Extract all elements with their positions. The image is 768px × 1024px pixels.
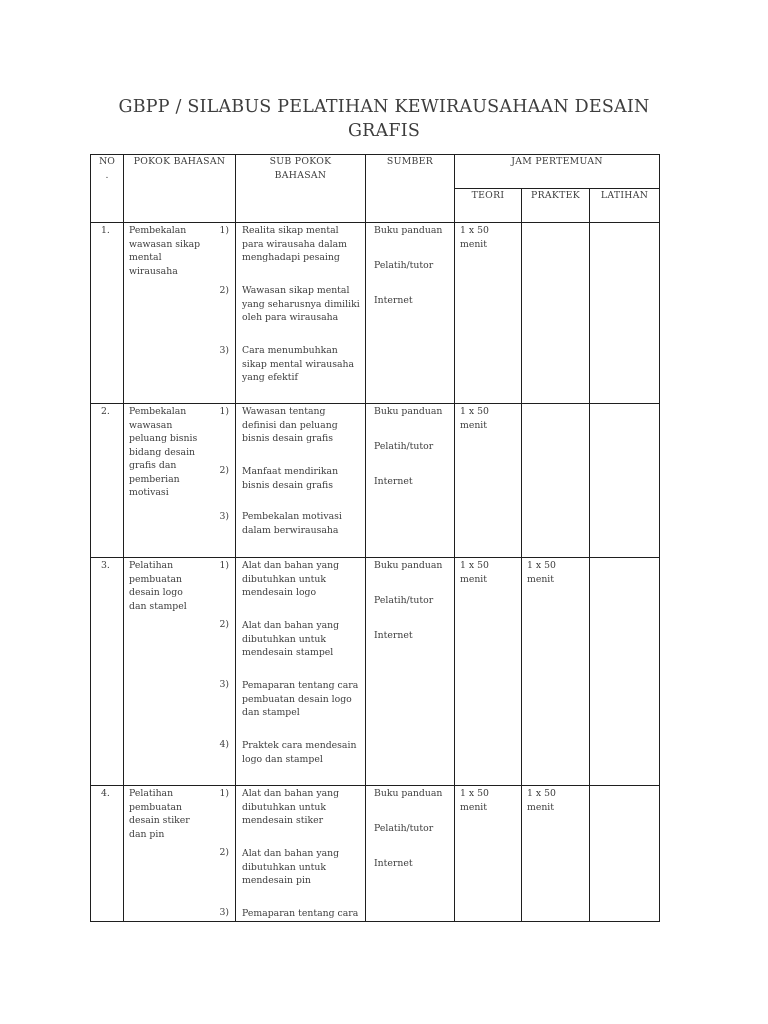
pokok-bahasan-cell: [124, 223, 236, 404]
sub-pokok-cell: [236, 786, 366, 922]
pokok-bahasan-text: Pelatihan pembuatan desain logo dan stampel: [129, 560, 187, 612]
sub-pokok-cell: [236, 558, 366, 786]
sub-pokok-item: Pembekalan motivasi dalam berwirausaha: [242, 511, 342, 536]
item-marker: 3): [219, 511, 229, 522]
header-pokok-bahasan: POKOK BAHASAN: [124, 155, 236, 223]
sumber-item: Pelatih/tutor: [374, 260, 434, 271]
table-row: [91, 404, 660, 558]
item-marker: 1): [219, 788, 229, 799]
sub-pokok-item: Cara menumbuhkan sikap mental wirausaha yang efektif: [242, 345, 355, 383]
sumber-item: Pelatih/tutor: [374, 441, 434, 452]
header-sumber: SUMBER: [366, 155, 455, 223]
header-no-line2: .: [105, 169, 109, 181]
pokok-bahasan-text: Pelatihan pembuatan desain stiker dan pin: [129, 788, 190, 840]
teori-cell: 1 x 50 menit: [455, 223, 522, 404]
teori-cell: 1 x 50 menit: [455, 404, 522, 558]
sumber-item: Internet: [374, 295, 413, 306]
row-number: 4.: [91, 786, 124, 922]
header-sub-pokok-bahasan: [236, 155, 366, 223]
row-number: 1.: [91, 223, 124, 404]
sub-pokok-item: Alat dan bahan yang dibutuhkan untuk mendesain stiker: [242, 788, 340, 826]
item-marker: 3): [219, 679, 229, 690]
document-title: GBPP / SILABUS PELATIHAN KEWIRAUSAHAAN DESAIN GRAFIS: [118, 97, 650, 141]
praktek-cell: 1 x 50 menit: [522, 786, 590, 922]
sub-pokok-item: Wawasan sikap mental yang seharusnya dimiliki oleh para wirausaha: [242, 285, 360, 323]
pokok-bahasan-text: Pembekalan wawasan sikap mental wirausaha: [129, 225, 201, 277]
item-marker: 1): [219, 560, 229, 571]
sumber-item: Internet: [374, 476, 413, 487]
item-marker: 1): [219, 225, 229, 236]
teori-cell: 1 x 50 menit: [455, 558, 522, 786]
header-row-1: [91, 155, 660, 189]
item-marker: 2): [219, 465, 229, 476]
sumber-cell: [366, 404, 455, 558]
table-row: [91, 558, 660, 786]
table-row: [91, 223, 660, 404]
sumber-item: Internet: [374, 630, 413, 641]
sub-pokok-item: Pemaparan tentang cara pembuatan desain logo dan stampel: [242, 680, 359, 718]
sub-pokok-cell: [236, 223, 366, 404]
item-marker: 3): [219, 345, 229, 356]
row-number: 2.: [91, 404, 124, 558]
pokok-bahasan-cell: [124, 786, 236, 922]
latihan-cell: [590, 558, 660, 786]
sumber-item: Buku panduan: [374, 788, 443, 799]
pokok-bahasan-cell: [124, 558, 236, 786]
sumber-cell: [366, 558, 455, 786]
sub-pokok-item: Praktek cara mendesain logo dan stampel: [242, 740, 357, 765]
sub-pokok-item: Alat dan bahan yang dibutuhkan untuk mendesain logo: [242, 560, 340, 598]
sumber-item: Pelatih/tutor: [374, 823, 434, 834]
sub-pokok-item: Pemaparan tentang cara: [242, 908, 359, 919]
latihan-cell: [590, 404, 660, 558]
item-marker: 2): [219, 847, 229, 858]
teori-cell: 1 x 50 menit: [455, 786, 522, 922]
praktek-cell: 1 x 50 menit: [522, 558, 590, 786]
sumber-cell: [366, 223, 455, 404]
header-latihan: LATIHAN: [590, 189, 660, 223]
sub-pokok-item: Realita sikap mental para wirausaha dalam menghadapi pesaing: [242, 225, 347, 263]
item-marker: 2): [219, 285, 229, 296]
sub-pokok-item: Manfaat mendirikan bisnis desain grafis: [242, 466, 339, 491]
latihan-cell: [590, 223, 660, 404]
sumber-item: Pelatih/tutor: [374, 595, 434, 606]
sumber-cell: [366, 786, 455, 922]
syllabus-table: [90, 154, 660, 922]
latihan-cell: [590, 786, 660, 922]
item-marker: 3): [219, 907, 229, 918]
sub-pokok-item: Alat dan bahan yang dibutuhkan untuk mendesain stampel: [242, 620, 340, 658]
table-row: [91, 786, 660, 922]
header-no-line1: NO: [99, 156, 115, 167]
praktek-cell: [522, 223, 590, 404]
header-sub-pokok-bahasan-text: SUB POKOK BAHASAN: [269, 156, 332, 181]
sumber-item: Buku panduan: [374, 225, 443, 236]
item-marker: 1): [219, 406, 229, 417]
header-no: [91, 155, 124, 223]
pokok-bahasan-text: Pembekalan wawasan peluang bisnis bidang desain grafis dan pemberian motivasi: [129, 406, 198, 498]
header-jam-pertemuan: JAM PERTEMUAN: [455, 155, 660, 189]
sumber-item: Internet: [374, 858, 413, 869]
sub-pokok-item: Alat dan bahan yang dibutuhkan untuk mendesain pin: [242, 848, 340, 886]
header-praktek: PRAKTEK: [522, 189, 590, 223]
item-marker: 2): [219, 619, 229, 630]
sumber-item: Buku panduan: [374, 406, 443, 417]
praktek-cell: [522, 404, 590, 558]
row-number: 3.: [91, 558, 124, 786]
header-teori: TEORI: [455, 189, 522, 223]
sub-pokok-item: Wawasan tentang definisi dan peluang bisnis desain grafis: [242, 406, 338, 444]
sub-pokok-cell: [236, 404, 366, 558]
item-marker: 4): [219, 739, 229, 750]
sumber-item: Buku panduan: [374, 560, 443, 571]
pokok-bahasan-cell: [124, 404, 236, 558]
